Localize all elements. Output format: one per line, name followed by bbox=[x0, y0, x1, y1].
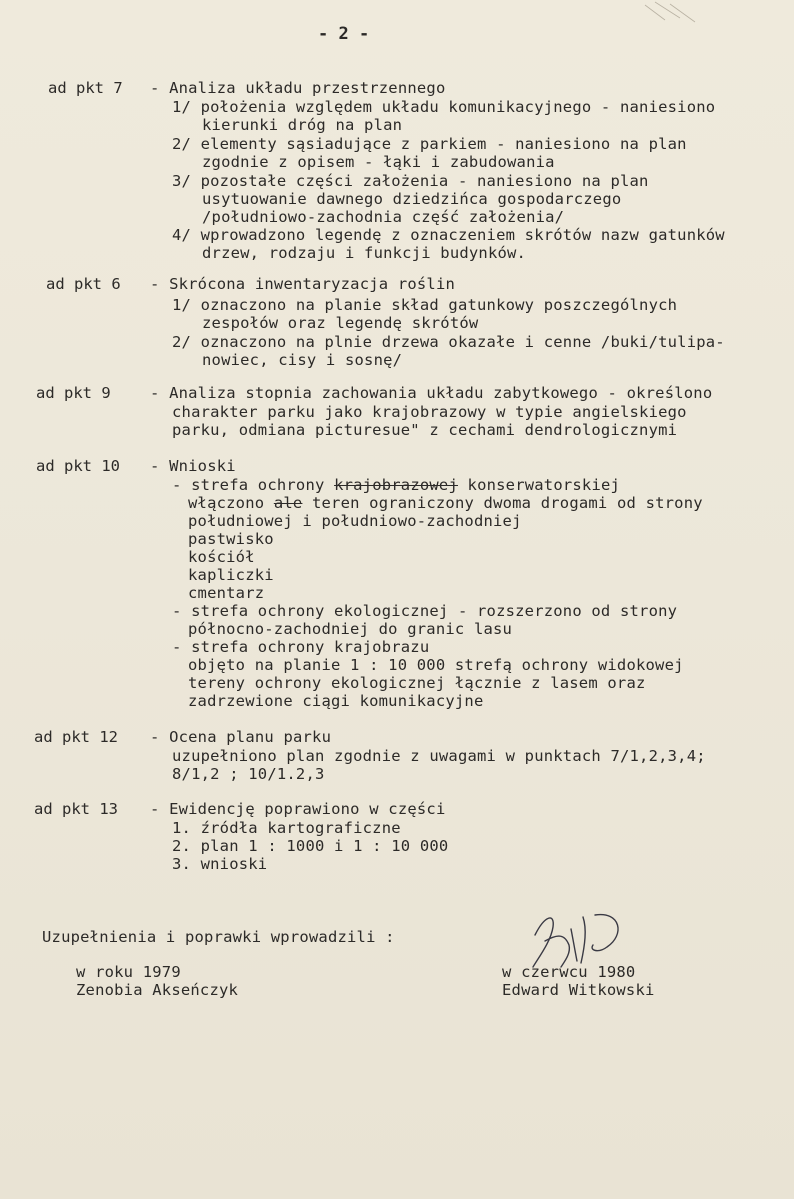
section-line: 1. źródła kartograficzne bbox=[172, 819, 401, 837]
section-line: - strefa ochrony krajobrazu bbox=[172, 638, 430, 656]
footer-intro: Uzupełnienia i poprawki wprowadzili : bbox=[42, 928, 395, 946]
section-line: - Ewidencję poprawiono w części bbox=[150, 800, 446, 818]
section-line: - Analiza układu przestrzennego bbox=[150, 79, 446, 97]
section-line: objęto na planie 1 : 10 000 strefą ochrony widokowej bbox=[188, 656, 684, 674]
section-line: kierunki dróg na plan bbox=[202, 116, 403, 134]
section-line: pastwisko bbox=[188, 530, 274, 548]
struck-text: krajobrazowej bbox=[334, 476, 458, 494]
section-line: 2/ elementy sąsiadujące z parkiem - naniesiono na plan bbox=[172, 135, 687, 153]
footer-right-date: w czerwcu 1980 bbox=[502, 963, 636, 981]
section-line: 3. wnioski bbox=[172, 855, 268, 873]
section-line: kościół bbox=[188, 548, 255, 566]
section-line: południowej i południowo-zachodniej bbox=[188, 512, 522, 530]
footer-right-name: Edward Witkowski bbox=[502, 981, 655, 999]
section-line: - strefa ochrony ekologicznej - rozszerzono od strony bbox=[172, 602, 678, 620]
section-line: 3/ pozostałe części założenia - naniesiono na plan bbox=[172, 172, 649, 190]
corner-mark-icon bbox=[640, 0, 700, 30]
section-line: charakter parku jako krajobrazowy w typie angielskiego bbox=[172, 403, 687, 421]
section-line: uzupełniono plan zgodnie z uwagami w punktach 7/1,2,3,4; bbox=[172, 747, 706, 765]
footer-left-date: w roku 1979 bbox=[76, 963, 181, 981]
section-line: 8/1,2 ; 10/1.2,3 bbox=[172, 765, 325, 783]
section-line: /południowo-zachodnia część założenia/ bbox=[202, 208, 565, 226]
section-line: kapliczki bbox=[188, 566, 274, 584]
text-fragment: - strefa ochrony bbox=[172, 476, 325, 494]
section-line: zadrzewione ciągi komunikacyjne bbox=[188, 692, 484, 710]
section-line bbox=[172, 476, 620, 494]
footer-left-name: Zenobia Akseńczyk bbox=[76, 981, 239, 999]
section-line: zespołów oraz legendę skrótów bbox=[202, 314, 479, 332]
section-line: - Analiza stopnia zachowania układu zabytkowego - określono bbox=[150, 384, 713, 402]
section-line: tereny ochrony ekologicznej łącznie z lasem oraz bbox=[188, 674, 646, 692]
section-line: 4/ wprowadzono legendę z oznaczeniem skrótów nazw gatunków bbox=[172, 226, 725, 244]
section-line: północno-zachodniej do granic lasu bbox=[188, 620, 513, 638]
section-line: 1/ położenia względem układu komunikacyjnego - naniesiono bbox=[172, 98, 716, 116]
page-number: - 2 - bbox=[318, 24, 370, 44]
section-label-pkt6: ad pkt 6 bbox=[46, 275, 121, 293]
section-line: - Wnioski bbox=[150, 457, 236, 475]
text-fragment: włączono bbox=[188, 494, 265, 512]
section-line: nowiec, cisy i sosnę/ bbox=[202, 351, 403, 369]
section-line bbox=[188, 494, 703, 512]
struck-text: ale bbox=[273, 494, 303, 512]
section-label-pkt9: ad pkt 9 bbox=[36, 384, 111, 402]
section-label-pkt7: ad pkt 7 bbox=[48, 79, 123, 97]
section-line: usytuowanie dawnego dziedzińca gospodarczego bbox=[202, 190, 622, 208]
section-line: - Skrócona inwentaryzacja roślin bbox=[150, 275, 456, 293]
section-line: 2. plan 1 : 1000 i 1 : 10 000 bbox=[172, 837, 449, 855]
signature-icon bbox=[525, 905, 635, 977]
section-label-pkt10: ad pkt 10 bbox=[36, 457, 120, 475]
text-fragment: teren ograniczony dwoma drogami od strony bbox=[311, 494, 703, 512]
section-line: cmentarz bbox=[188, 584, 265, 602]
section-label-pkt12: ad pkt 12 bbox=[34, 728, 118, 746]
text-fragment: konserwatorskiej bbox=[467, 476, 621, 494]
section-label-pkt13: ad pkt 13 bbox=[34, 800, 118, 818]
section-line: - Ocena planu parku bbox=[150, 728, 332, 746]
section-line: 2/ oznaczono na plnie drzewa okazałe i cenne /buki/tulipa- bbox=[172, 333, 725, 351]
section-line: 1/ oznaczono na planie skład gatunkowy poszczególnych bbox=[172, 296, 678, 314]
section-line: drzew, rodzaju i funkcji budynków. bbox=[202, 244, 527, 262]
section-line: zgodnie z opisem - łąki i zabudowania bbox=[202, 153, 555, 171]
section-line: parku, odmiana picturesue" z cechami dendrologicznymi bbox=[172, 421, 678, 439]
